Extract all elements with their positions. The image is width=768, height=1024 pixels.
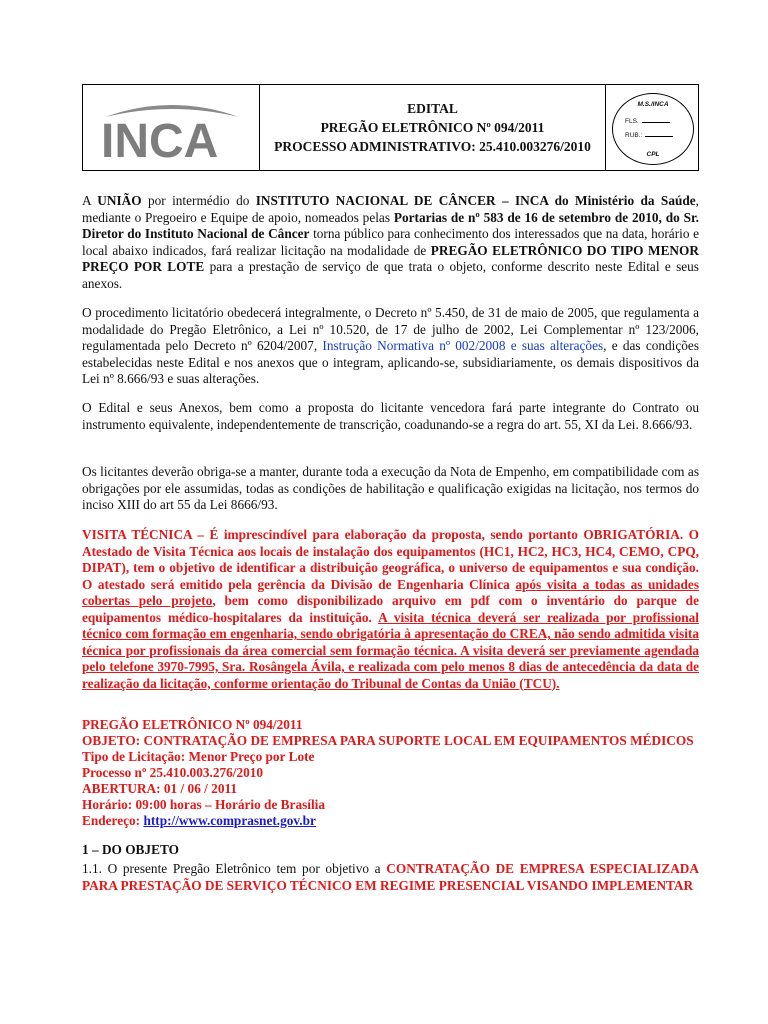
procedimento-paragraph: O procedimento licitatório obedecerá integralmente, o Decreto nº 5.450, de 31 de maio de 2005, que regulamenta a modalidade do Pregão Eletrônico, a Lei nº 10.520, de 17 de julho de 2002, Lei Complementar nº 123/2006, regulamentada pelo Decreto nº 6204/2007, Instrução Normativa nº 002/2008 e suas alterações, e das condições estabelecidas neste Edital e nos anexos que o integram, aplicando-se, subsidiariamente, os demais dispositivos da Lei nº 8.666/93 e suas alterações.: [82, 305, 699, 386]
objeto-heading: 1 – DO OBJETO: [82, 842, 179, 857]
resumo-objeto: OBJETO: CONTRATAÇÃO DE EMPRESA PARA SUPORTE LOCAL EM EQUIPAMENTOS MÉDICOS: [82, 733, 694, 748]
stamp-top: M.S./INCA: [637, 101, 669, 108]
logo-text: INCA: [101, 115, 219, 161]
resumo-horario: Horário: 09:00 horas – Horário de Brasília: [82, 797, 326, 812]
stamp-bottom: CPL: [646, 151, 660, 158]
logo-cell: [83, 85, 260, 170]
resumo-endereco: Endereço: http://www.comprasnet.gov.br: [82, 813, 316, 828]
pregao-title: PREGÃO ELETRÔNICO Nº 094/2011: [320, 120, 545, 135]
instrucao-link: Instrução Normativa nº 002/2008 e suas alterações: [322, 338, 604, 353]
stamp-rub: RUB.:: [625, 132, 673, 139]
stamp-fls: FLS.: [625, 118, 670, 125]
header-title: [260, 85, 606, 170]
objeto-paragraph: 1.1. O presente Pregão Eletrônico tem por objetivo a CONTRATAÇÃO DE EMPRESA ESPECIALIZADA PARA PRESTAÇÃO DE SERVIÇO TÉCNICO EM REGIME PRESENCIAL VISANDO IMPLEMENTAR: [82, 861, 700, 893]
intro-paragraph: A UNIÃO por intermédio do INSTITUTO NACIONAL DE CÂNCER – INCA do Ministério da Saúde, mediante o Pregoeiro e Equipe de apoio, nomeados pelas Portarias de nº 583 de 16 de setembro de 2010, do Sr. Diretor do Instituto Nacional de Câncer torna público para conhecimento dos interessados que na data, horário e local abaixo indicados, fará realizar licitação na modalidade de PREGÃO ELETRÔNICO DO TIPO MENOR PREÇO POR LOTE para a prestação de serviço de que trata o objeto, conforme descrito neste Edital e seus anexos.: [82, 193, 699, 291]
visita-tecnica-paragraph: VISITA TÉCNICA – É imprescindível para elaboração da proposta, sendo portanto OBRIGATÓRIA. O Atestado de Visita Técnica aos locais de instalação dos equipamentos (HC1, HC2, HC3, HC4, CEMO, CPQ, DIPAT), tem o objetivo de identificar a distribuição geográfica, o universo de equipamentos e sua condição. O atestado será emitido pela gerência da Divisão de Engenharia Clínica após visita a todas as unidades cobertas pelo projeto, bem como disponibilizado arquivo em pdf com o inventário do parque de equipamentos médico-hospitalares da instituição. A visita técnica deverá ser realizada por profissional técnico com formação em engenharia, sendo obrigatória à apresentação do CREA, não sendo admitida visita técnica por profissionais da área comercial sem formação técnica. A visita deverá ser previamente agendada pelo telefone 3970-7995, Sra. Rosângela Ávila, e realizada com pelo menos 8 dias de antecedência da data de realização da licitação, conforme orientação do Tribunal de Contas da União (TCU).: [82, 527, 699, 691]
processo-title: PROCESSO ADMINISTRATIVO: 25.410.003276/2010: [274, 139, 591, 154]
cpl-stamp: [612, 93, 694, 165]
stamp-cell: [606, 85, 698, 170]
licitantes-paragraph: Os licitantes deverão obriga-se a manter, durante toda a execução da Nota de Empenho, em compatibilidade com as obrigações por ele assumidas, todas as condições de habilitação e qualificação exigidas na licitação, nos termos do inciso XIII do art 55 da Lei 8666/93.: [82, 464, 699, 512]
resumo-block: [82, 717, 699, 829]
resumo-pregao: PREGÃO ELETRÔNICO Nº 094/2011: [82, 717, 303, 732]
edital-anexos-paragraph: O Edital e seus Anexos, bem como a proposta do licitante vencedora fará parte integrante do Contrato ou instrumento equivalente, independentemente de transcrição, coadunando-se a regra do art. 55, XI da Lei. 8.666/93.: [82, 400, 699, 432]
resumo-processo: Processo nº 25.410.003.276/2010: [82, 765, 264, 780]
edital-title: EDITAL: [407, 101, 458, 116]
document-header: [82, 84, 699, 171]
inca-logo: [97, 99, 247, 161]
comprasnet-link[interactable]: http://www.comprasnet.gov.br: [143, 813, 316, 828]
resumo-abertura: ABERTURA: 01 / 06 / 2011: [82, 781, 238, 796]
resumo-tipo: Tipo de Licitação: Menor Preço por Lote: [82, 749, 315, 764]
